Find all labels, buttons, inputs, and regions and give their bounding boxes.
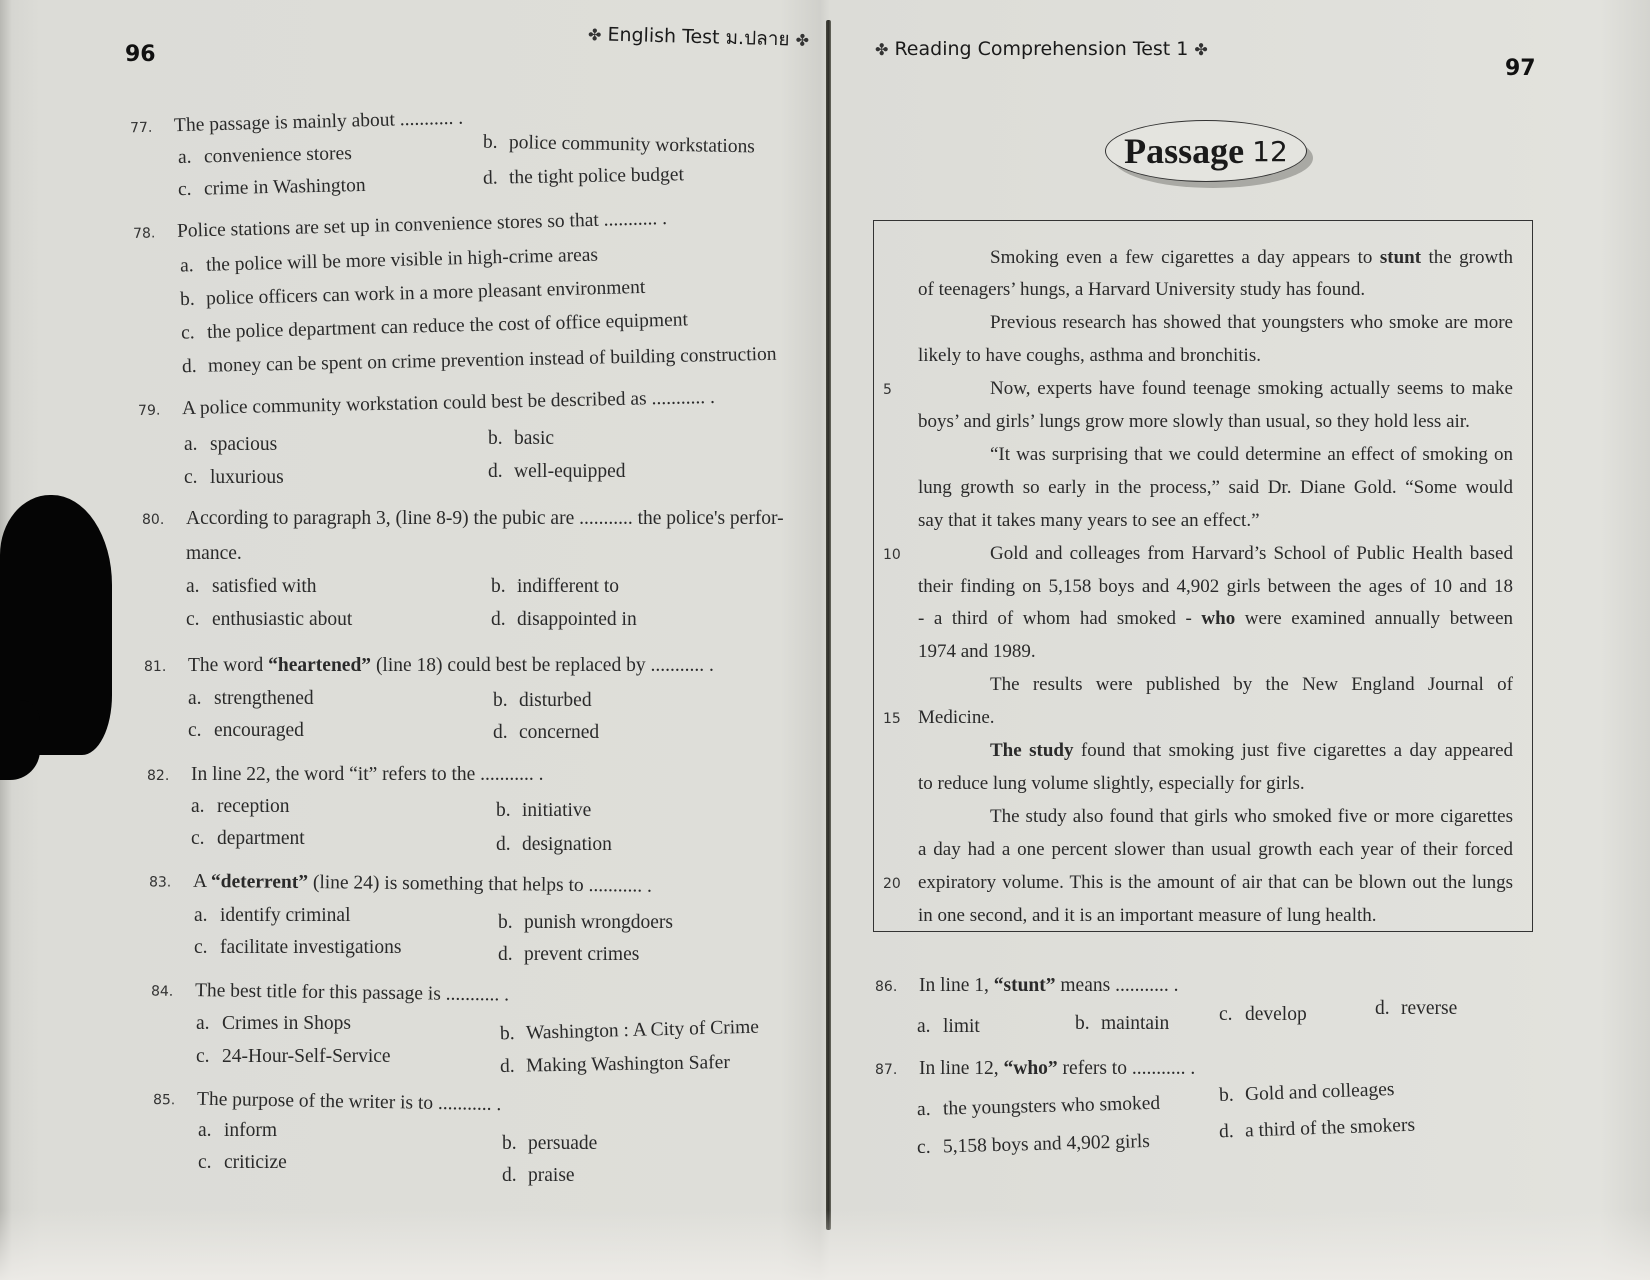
option-letter: b. — [488, 428, 503, 449]
option-letter: d. — [496, 834, 511, 855]
passage-line-text: of teenagers’ hungs, a Harvard University study has found. — [918, 279, 1366, 300]
passage-title-text: Passage — [1124, 131, 1245, 171]
question-stem: The word — [188, 655, 269, 676]
option — [188, 720, 304, 742]
question-number: 79. — [137, 402, 161, 420]
keyword: The study — [990, 740, 1074, 761]
option-letter: a. — [179, 255, 194, 277]
option-letter: d. — [502, 1165, 517, 1186]
keyword: “deterrent” — [210, 871, 309, 894]
option — [186, 576, 317, 598]
option-text: punish wrongdoers — [524, 912, 673, 933]
option — [178, 175, 366, 201]
option-letter: d. — [499, 1055, 515, 1078]
option-letter: c. — [184, 467, 198, 488]
option-letter: d. — [1375, 998, 1390, 1019]
question-stem: In line 22, the word “it” refers to the ........... . — [191, 764, 544, 785]
option-text: Gold and colleages — [1244, 1078, 1395, 1106]
passage-line-text: lung growth so early in the process,” said Dr. Diane Gold. “Some would — [918, 477, 1513, 498]
book-gutter — [826, 20, 831, 1230]
passage-line-text: The study found that smoking just five cigarettes a day appeared — [990, 740, 1513, 761]
passage-line — [918, 411, 1513, 433]
option-text: 5,158 boys and 4,902 girls — [942, 1130, 1151, 1158]
option-letter: c. — [196, 1046, 210, 1067]
passage-line-text: to reduce lung volume slightly, especially for girls. — [918, 773, 1305, 794]
passage-number: 12 — [1252, 134, 1288, 168]
passage-line — [918, 806, 1513, 828]
question-stem: (line 18) could best be replaced by ........... . — [371, 655, 714, 676]
ornament-icon: ✤ — [875, 40, 889, 59]
option — [196, 1046, 391, 1068]
option-text: luxurious — [210, 467, 284, 488]
option-text: well-equipped — [514, 461, 626, 482]
option-letter: d. — [498, 944, 513, 965]
option-text: persuade — [528, 1133, 598, 1154]
option-letter: c. — [194, 937, 208, 958]
option-letter: c. — [177, 178, 192, 201]
ornament-icon: ✤ — [1194, 40, 1208, 59]
option — [1219, 1004, 1307, 1026]
passage-line-text: Smoking even a few cigarettes a day appears to stunt the growth — [990, 247, 1513, 268]
option-text: the police will be more visible in high-crime areas — [205, 244, 599, 276]
passage-line — [918, 641, 1513, 663]
question-stem: A — [192, 870, 212, 893]
passage-title-badge — [1105, 120, 1315, 188]
option-text: criticize — [224, 1152, 287, 1173]
option-letter: c. — [191, 828, 205, 849]
passage-line-text: a day had a one percent slower than usual growth each year of their forced — [918, 839, 1513, 860]
option-text: police community workstations — [508, 132, 756, 158]
option-letter: d. — [482, 167, 498, 189]
line-number: 5 — [883, 382, 892, 398]
option-letter: d. — [491, 609, 506, 630]
option-text: initiative — [522, 800, 592, 821]
ornament-icon: ✤ — [587, 25, 602, 45]
option — [493, 690, 592, 712]
option — [178, 143, 352, 169]
passage-line-text: expiratory volume. This is the amount of air that can be blown out the lungs — [918, 872, 1513, 893]
option-text: a third of the smokers — [1244, 1114, 1416, 1142]
passage-line — [918, 674, 1513, 696]
option-text: the tight police budget — [508, 164, 685, 189]
option-letter: b. — [502, 1133, 517, 1154]
option-letter: d. — [1218, 1120, 1235, 1143]
option-letter: a. — [917, 1016, 931, 1037]
option-text: enthusiastic about — [212, 609, 353, 630]
passage-line — [918, 247, 1513, 269]
option — [488, 461, 626, 483]
passage-line — [918, 345, 1513, 367]
option — [483, 164, 684, 190]
option-letter: a. — [916, 1098, 931, 1121]
option-letter: a. — [196, 1013, 210, 1034]
running-head-text: English Test ม.ปลาย — [607, 23, 790, 51]
option — [194, 937, 401, 959]
option-text: praise — [528, 1165, 575, 1186]
option — [917, 1016, 980, 1038]
option-letter: a. — [194, 905, 208, 926]
option-text: indifferent to — [517, 576, 619, 597]
option — [184, 434, 277, 456]
passage-line — [918, 312, 1513, 334]
option-text: limit — [943, 1016, 980, 1037]
page-number-left: 96 — [125, 42, 156, 67]
keyword: “heartened” — [268, 655, 372, 676]
question-number: 84. — [150, 983, 174, 1000]
option — [491, 576, 619, 598]
page-number-right: 97 — [1505, 56, 1536, 81]
option-text: encouraged — [214, 720, 304, 741]
running-head-left — [588, 19, 810, 55]
option-text: Making Washington Safer — [525, 1051, 731, 1077]
question-80 — [142, 508, 784, 530]
question-number: 81. — [144, 659, 167, 675]
option-text: designation — [522, 834, 612, 855]
passage-line-text: in one second, and it is an important measure of lung health. — [918, 905, 1377, 926]
question-stem: (line 24) is something that helps to ........... . — [307, 872, 653, 897]
passage-line — [918, 839, 1513, 861]
option — [188, 688, 314, 710]
option-text: reception — [217, 796, 290, 817]
option-text: satisfied with — [212, 576, 317, 597]
passage-title — [1105, 120, 1307, 182]
passage-line — [918, 707, 1513, 729]
question-82 — [147, 764, 544, 786]
passage-line-text: - a third of whom had smoked - who were examined annually between — [918, 608, 1513, 629]
option-text: police officers can work in a more pleasant environment — [205, 276, 646, 310]
question-80-continued: mance. — [186, 543, 242, 564]
option-letter: b. — [493, 690, 508, 711]
option — [198, 1152, 287, 1174]
option-letter: c. — [186, 609, 200, 630]
passage-line-text: “It was surprising that we could determine an effect of smoking on — [990, 444, 1513, 465]
option — [491, 609, 637, 631]
option-text: develop — [1245, 1004, 1307, 1025]
question-stem: means ........... . — [1055, 975, 1179, 996]
question-number: 85. — [152, 1091, 176, 1109]
option — [502, 1165, 575, 1187]
option — [186, 609, 352, 631]
passage-line — [918, 510, 1513, 532]
running-head-right — [875, 38, 1208, 60]
option-letter: b. — [491, 576, 506, 597]
passage-line — [918, 576, 1513, 598]
option-letter: d. — [181, 355, 197, 378]
passage-line — [918, 444, 1513, 466]
question-stem: The passage is mainly about ........... . — [173, 107, 464, 137]
question-stem: In line 12, — [919, 1058, 1004, 1079]
question-number: 82. — [147, 768, 170, 784]
option-letter: b. — [1218, 1084, 1235, 1107]
question-stem: Police stations are set up in convenience stores so that ........... . — [176, 208, 668, 242]
option-text: inform — [224, 1120, 278, 1141]
line-number: 20 — [883, 876, 901, 892]
option-text: reverse — [1401, 998, 1458, 1019]
question-stem: refers to ........... . — [1057, 1058, 1196, 1079]
passage-line — [918, 279, 1513, 301]
option-text: concerned — [519, 722, 600, 743]
option — [1375, 998, 1457, 1020]
thumb-occlusion — [0, 700, 40, 780]
option — [191, 796, 290, 818]
passage-line-text: their finding on 5,158 boys and 4,902 girls between the ages of 10 and 18 — [918, 576, 1513, 597]
passage-line — [918, 740, 1513, 762]
option-letter: a. — [198, 1120, 212, 1141]
keyword: who — [1201, 608, 1236, 629]
option-text: department — [217, 828, 305, 849]
option-text: basic — [514, 428, 555, 449]
question-87 — [875, 1058, 1195, 1080]
option-text: spacious — [210, 434, 278, 455]
option-text: crime in Washington — [203, 174, 366, 200]
keyword: stunt — [1379, 247, 1422, 268]
option-letter: a. — [186, 576, 200, 597]
passage-line-text: 1974 and 1989. — [918, 641, 1036, 662]
option — [502, 1133, 597, 1155]
option-text: Crimes in Shops — [222, 1013, 351, 1034]
option — [1075, 1013, 1169, 1035]
option-text: prevent crimes — [524, 944, 640, 965]
option-text: disappointed in — [517, 609, 637, 630]
option-text: the police department can reduce the cost of office equipment — [206, 309, 689, 343]
page-bottom-shadow — [0, 1210, 1650, 1280]
question-stem: According to paragraph 3, (line 8-9) the pubic are ........... the police's perfor- — [186, 508, 784, 529]
line-number: 10 — [883, 547, 901, 563]
option-letter: a. — [177, 146, 192, 168]
passage-line-text: Now, experts have found teenage smoking actually seems to make — [990, 378, 1513, 399]
question-number: 77. — [129, 119, 153, 137]
ornament-icon: ✤ — [795, 30, 810, 50]
running-head-text: Reading Comprehension Test 1 — [894, 38, 1189, 60]
option — [191, 828, 305, 850]
passage-line — [918, 378, 1513, 400]
option — [198, 1120, 277, 1142]
question-number: 83. — [148, 874, 172, 891]
option-letter: b. — [482, 131, 498, 153]
option-text: convenience stores — [203, 143, 353, 168]
option-letter: b. — [499, 1023, 515, 1045]
option-text: the youngsters who smoked — [942, 1092, 1161, 1120]
option — [498, 944, 639, 966]
passage-line-text: boys’ and girls’ lungs grow more slowly than usual, so they hold less air. — [918, 411, 1470, 432]
question-stem: The purpose of the writer is to ........... . — [196, 1088, 502, 1116]
option — [194, 905, 351, 927]
option — [496, 800, 591, 822]
question-number: 86. — [875, 979, 898, 995]
passage-line — [918, 773, 1513, 795]
option — [498, 912, 673, 934]
option-letter: c. — [1219, 1004, 1233, 1025]
option — [184, 467, 284, 489]
passage-line — [918, 608, 1513, 630]
option-text: Washington : A City of Crime — [525, 1016, 760, 1044]
line-number: 15 — [883, 711, 901, 727]
option-letter: b. — [498, 912, 513, 933]
option-letter: a. — [188, 688, 202, 709]
option-text: disturbed — [519, 690, 592, 711]
option-letter: c. — [916, 1136, 931, 1159]
option-letter: d. — [488, 461, 503, 482]
option-letter: a. — [191, 796, 205, 817]
question-stem: In line 1, — [919, 975, 994, 996]
question-number: 80. — [142, 512, 165, 528]
option-letter: c. — [198, 1152, 212, 1173]
passage-line — [918, 477, 1513, 499]
option — [196, 1013, 351, 1035]
option-text: maintain — [1101, 1013, 1170, 1034]
option-text: strengthened — [214, 688, 314, 709]
passage-line — [918, 872, 1513, 894]
option — [488, 428, 554, 450]
option-text: 24-Hour-Self-Service — [222, 1046, 391, 1067]
passage-line-text: Medicine. — [918, 707, 995, 728]
question-number: 87. — [875, 1062, 898, 1078]
passage-line — [918, 543, 1513, 565]
passage-line-text: Previous research has showed that youngsters who smoke are more — [990, 312, 1513, 333]
option-text: facilitate investigations — [220, 937, 402, 958]
option-letter: a. — [184, 434, 198, 455]
passage-line-text: likely to have coughs, asthma and bronchitis. — [918, 345, 1261, 366]
option-letter: d. — [493, 722, 508, 743]
question-stem: The best title for this passage is ........... . — [194, 980, 510, 1006]
option — [493, 722, 599, 744]
keyword: “stunt” — [993, 975, 1056, 996]
question-number: 78. — [132, 225, 156, 242]
question-81 — [144, 655, 714, 677]
option-text: identify criminal — [220, 905, 351, 926]
option-letter: b. — [179, 288, 195, 311]
keyword: “who” — [1003, 1058, 1058, 1079]
question-stem: A police community workstation could best be described as ........... . — [181, 386, 716, 420]
option-letter: b. — [496, 800, 511, 821]
passage-line — [918, 905, 1513, 927]
passage-line-text: The study also found that girls who smoked five or more cigarettes — [990, 806, 1513, 827]
option — [496, 834, 612, 856]
option-letter: c. — [180, 322, 195, 344]
option — [500, 1052, 730, 1078]
question-86 — [875, 975, 1178, 997]
passage-line-text: Gold and colleages from Harvard’s School of Public Health based — [990, 543, 1513, 564]
option-letter: c. — [188, 720, 202, 741]
option-text: money can be spent on crime prevention instead of building construction — [207, 343, 777, 377]
option-letter: b. — [1075, 1013, 1090, 1034]
passage-line-text: say that it takes many years to see an effect.” — [918, 510, 1260, 531]
passage-line-text: The results were published by the New England Journal of — [990, 674, 1513, 695]
